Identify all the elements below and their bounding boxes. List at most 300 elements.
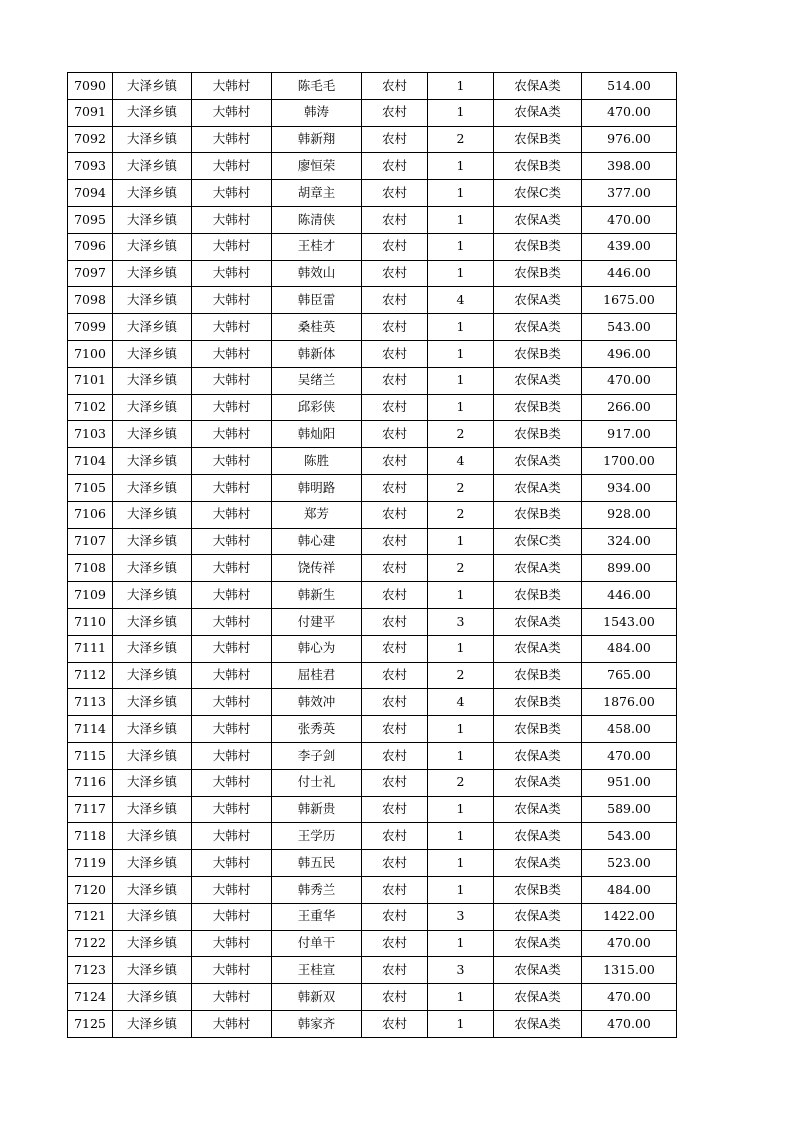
cell-household-type: 农村 bbox=[362, 260, 428, 287]
table-row bbox=[68, 742, 677, 769]
cell-record-id: 7120 bbox=[68, 876, 113, 903]
cell-amount: 458.00 bbox=[582, 716, 677, 743]
cell-household-count: 2 bbox=[428, 474, 494, 501]
cell-household-type: 农村 bbox=[362, 1010, 428, 1037]
cell-amount: 523.00 bbox=[582, 850, 677, 877]
cell-household-count: 1 bbox=[428, 206, 494, 233]
cell-name: 陈胜 bbox=[272, 448, 362, 475]
cell-name: 付单干 bbox=[272, 930, 362, 957]
cell-insurance-category: 农保B类 bbox=[494, 340, 582, 367]
cell-insurance-category: 农保B类 bbox=[494, 689, 582, 716]
cell-town: 大泽乡镇 bbox=[113, 957, 192, 984]
cell-village: 大韩村 bbox=[192, 421, 272, 448]
cell-name: 韩臣雷 bbox=[272, 287, 362, 314]
cell-household-count: 1 bbox=[428, 930, 494, 957]
cell-amount: 446.00 bbox=[582, 582, 677, 609]
cell-household-count: 3 bbox=[428, 903, 494, 930]
cell-amount: 1422.00 bbox=[582, 903, 677, 930]
cell-town: 大泽乡镇 bbox=[113, 850, 192, 877]
cell-record-id: 7106 bbox=[68, 501, 113, 528]
cell-amount: 470.00 bbox=[582, 984, 677, 1011]
cell-household-count: 1 bbox=[428, 73, 494, 100]
cell-record-id: 7103 bbox=[68, 421, 113, 448]
cell-household-type: 农村 bbox=[362, 314, 428, 341]
cell-village: 大韩村 bbox=[192, 367, 272, 394]
cell-village: 大韩村 bbox=[192, 850, 272, 877]
cell-town: 大泽乡镇 bbox=[113, 206, 192, 233]
table-row bbox=[68, 769, 677, 796]
cell-household-type: 农村 bbox=[362, 153, 428, 180]
cell-name: 王重华 bbox=[272, 903, 362, 930]
cell-household-count: 1 bbox=[428, 1010, 494, 1037]
table-row bbox=[68, 984, 677, 1011]
cell-household-type: 农村 bbox=[362, 635, 428, 662]
cell-village: 大韩村 bbox=[192, 823, 272, 850]
cell-household-count: 1 bbox=[428, 823, 494, 850]
cell-town: 大泽乡镇 bbox=[113, 448, 192, 475]
cell-household-type: 农村 bbox=[362, 73, 428, 100]
cell-amount: 1543.00 bbox=[582, 608, 677, 635]
cell-name: 郑芳 bbox=[272, 501, 362, 528]
cell-town: 大泽乡镇 bbox=[113, 474, 192, 501]
cell-household-type: 农村 bbox=[362, 903, 428, 930]
cell-town: 大泽乡镇 bbox=[113, 260, 192, 287]
table-row bbox=[68, 501, 677, 528]
cell-village: 大韩村 bbox=[192, 662, 272, 689]
cell-village: 大韩村 bbox=[192, 957, 272, 984]
cell-insurance-category: 农保A类 bbox=[494, 903, 582, 930]
cell-name: 韩新贵 bbox=[272, 796, 362, 823]
cell-village: 大韩村 bbox=[192, 153, 272, 180]
cell-village: 大韩村 bbox=[192, 903, 272, 930]
cell-town: 大泽乡镇 bbox=[113, 796, 192, 823]
cell-town: 大泽乡镇 bbox=[113, 73, 192, 100]
cell-household-type: 农村 bbox=[362, 796, 428, 823]
cell-town: 大泽乡镇 bbox=[113, 823, 192, 850]
cell-household-count: 2 bbox=[428, 662, 494, 689]
cell-insurance-category: 农保B类 bbox=[494, 662, 582, 689]
cell-record-id: 7097 bbox=[68, 260, 113, 287]
cell-insurance-category: 农保A类 bbox=[494, 796, 582, 823]
cell-town: 大泽乡镇 bbox=[113, 421, 192, 448]
cell-town: 大泽乡镇 bbox=[113, 742, 192, 769]
cell-amount: 1700.00 bbox=[582, 448, 677, 475]
cell-name: 韩新体 bbox=[272, 340, 362, 367]
cell-name: 韩明路 bbox=[272, 474, 362, 501]
cell-household-type: 农村 bbox=[362, 474, 428, 501]
cell-household-count: 1 bbox=[428, 742, 494, 769]
cell-name: 韩家齐 bbox=[272, 1010, 362, 1037]
cell-amount: 496.00 bbox=[582, 340, 677, 367]
cell-amount: 917.00 bbox=[582, 421, 677, 448]
table-row bbox=[68, 876, 677, 903]
cell-village: 大韩村 bbox=[192, 206, 272, 233]
table-row bbox=[68, 99, 677, 126]
cell-amount: 1876.00 bbox=[582, 689, 677, 716]
cell-household-type: 农村 bbox=[362, 984, 428, 1011]
cell-insurance-category: 农保A类 bbox=[494, 1010, 582, 1037]
cell-record-id: 7110 bbox=[68, 608, 113, 635]
cell-household-type: 农村 bbox=[362, 769, 428, 796]
cell-town: 大泽乡镇 bbox=[113, 984, 192, 1011]
cell-household-type: 农村 bbox=[362, 528, 428, 555]
cell-name: 胡章主 bbox=[272, 180, 362, 207]
cell-town: 大泽乡镇 bbox=[113, 233, 192, 260]
cell-household-type: 农村 bbox=[362, 448, 428, 475]
cell-insurance-category: 农保B类 bbox=[494, 260, 582, 287]
cell-insurance-category: 农保A类 bbox=[494, 448, 582, 475]
cell-name: 邱彩侠 bbox=[272, 394, 362, 421]
cell-record-id: 7101 bbox=[68, 367, 113, 394]
cell-town: 大泽乡镇 bbox=[113, 876, 192, 903]
cell-amount: 934.00 bbox=[582, 474, 677, 501]
cell-insurance-category: 农保B类 bbox=[494, 716, 582, 743]
table-row bbox=[68, 662, 677, 689]
cell-household-type: 农村 bbox=[362, 126, 428, 153]
cell-household-type: 农村 bbox=[362, 582, 428, 609]
cell-town: 大泽乡镇 bbox=[113, 635, 192, 662]
cell-town: 大泽乡镇 bbox=[113, 582, 192, 609]
cell-name: 韩新双 bbox=[272, 984, 362, 1011]
cell-record-id: 7094 bbox=[68, 180, 113, 207]
cell-village: 大韩村 bbox=[192, 73, 272, 100]
cell-name: 付士礼 bbox=[272, 769, 362, 796]
table-row bbox=[68, 448, 677, 475]
cell-village: 大韩村 bbox=[192, 180, 272, 207]
cell-village: 大韩村 bbox=[192, 930, 272, 957]
table-row bbox=[68, 1010, 677, 1037]
cell-household-count: 1 bbox=[428, 528, 494, 555]
cell-insurance-category: 农保A类 bbox=[494, 769, 582, 796]
cell-village: 大韩村 bbox=[192, 796, 272, 823]
cell-village: 大韩村 bbox=[192, 769, 272, 796]
cell-town: 大泽乡镇 bbox=[113, 608, 192, 635]
cell-village: 大韩村 bbox=[192, 984, 272, 1011]
cell-town: 大泽乡镇 bbox=[113, 340, 192, 367]
cell-name: 陈清侠 bbox=[272, 206, 362, 233]
cell-household-count: 2 bbox=[428, 555, 494, 582]
cell-record-id: 7091 bbox=[68, 99, 113, 126]
cell-amount: 470.00 bbox=[582, 99, 677, 126]
cell-amount: 324.00 bbox=[582, 528, 677, 555]
cell-household-type: 农村 bbox=[362, 850, 428, 877]
cell-amount: 514.00 bbox=[582, 73, 677, 100]
cell-record-id: 7098 bbox=[68, 287, 113, 314]
cell-record-id: 7090 bbox=[68, 73, 113, 100]
cell-household-count: 1 bbox=[428, 233, 494, 260]
table-row bbox=[68, 287, 677, 314]
table-row bbox=[68, 340, 677, 367]
cell-insurance-category: 农保B类 bbox=[494, 582, 582, 609]
cell-household-type: 农村 bbox=[362, 233, 428, 260]
cell-village: 大韩村 bbox=[192, 555, 272, 582]
cell-insurance-category: 农保A类 bbox=[494, 930, 582, 957]
cell-insurance-category: 农保C类 bbox=[494, 528, 582, 555]
cell-insurance-category: 农保B类 bbox=[494, 421, 582, 448]
cell-household-count: 1 bbox=[428, 180, 494, 207]
cell-village: 大韩村 bbox=[192, 1010, 272, 1037]
cell-household-type: 农村 bbox=[362, 742, 428, 769]
table-row bbox=[68, 716, 677, 743]
table-row bbox=[68, 796, 677, 823]
cell-household-count: 1 bbox=[428, 153, 494, 180]
table-row bbox=[68, 555, 677, 582]
cell-name: 韩新生 bbox=[272, 582, 362, 609]
cell-household-count: 2 bbox=[428, 501, 494, 528]
cell-amount: 398.00 bbox=[582, 153, 677, 180]
cell-household-type: 农村 bbox=[362, 608, 428, 635]
table-row bbox=[68, 823, 677, 850]
cell-town: 大泽乡镇 bbox=[113, 180, 192, 207]
cell-name: 屈桂君 bbox=[272, 662, 362, 689]
cell-household-count: 1 bbox=[428, 635, 494, 662]
cell-record-id: 7112 bbox=[68, 662, 113, 689]
cell-name: 韩五民 bbox=[272, 850, 362, 877]
cell-amount: 470.00 bbox=[582, 367, 677, 394]
cell-amount: 484.00 bbox=[582, 635, 677, 662]
cell-name: 吴绪兰 bbox=[272, 367, 362, 394]
cell-record-id: 7100 bbox=[68, 340, 113, 367]
cell-household-type: 农村 bbox=[362, 206, 428, 233]
cell-amount: 377.00 bbox=[582, 180, 677, 207]
cell-name: 付建平 bbox=[272, 608, 362, 635]
table-row bbox=[68, 474, 677, 501]
cell-household-count: 2 bbox=[428, 421, 494, 448]
cell-insurance-category: 农保B类 bbox=[494, 876, 582, 903]
cell-amount: 439.00 bbox=[582, 233, 677, 260]
cell-record-id: 7111 bbox=[68, 635, 113, 662]
cell-village: 大韩村 bbox=[192, 126, 272, 153]
cell-name: 陈毛毛 bbox=[272, 73, 362, 100]
cell-household-count: 4 bbox=[428, 448, 494, 475]
cell-name: 韩效山 bbox=[272, 260, 362, 287]
cell-household-count: 2 bbox=[428, 769, 494, 796]
cell-amount: 765.00 bbox=[582, 662, 677, 689]
cell-insurance-category: 农保A类 bbox=[494, 367, 582, 394]
table-row bbox=[68, 608, 677, 635]
cell-household-count: 3 bbox=[428, 957, 494, 984]
cell-household-count: 1 bbox=[428, 796, 494, 823]
cell-amount: 266.00 bbox=[582, 394, 677, 421]
cell-town: 大泽乡镇 bbox=[113, 394, 192, 421]
cell-insurance-category: 农保C类 bbox=[494, 180, 582, 207]
cell-name: 廖恒荣 bbox=[272, 153, 362, 180]
cell-record-id: 7102 bbox=[68, 394, 113, 421]
cell-town: 大泽乡镇 bbox=[113, 99, 192, 126]
cell-town: 大泽乡镇 bbox=[113, 501, 192, 528]
table-row bbox=[68, 206, 677, 233]
cell-household-count: 1 bbox=[428, 99, 494, 126]
cell-town: 大泽乡镇 bbox=[113, 287, 192, 314]
cell-town: 大泽乡镇 bbox=[113, 903, 192, 930]
table-row bbox=[68, 394, 677, 421]
cell-household-type: 农村 bbox=[362, 287, 428, 314]
cell-village: 大韩村 bbox=[192, 474, 272, 501]
cell-insurance-category: 农保A类 bbox=[494, 287, 582, 314]
cell-household-count: 2 bbox=[428, 126, 494, 153]
cell-insurance-category: 农保B类 bbox=[494, 394, 582, 421]
cell-record-id: 7099 bbox=[68, 314, 113, 341]
cell-record-id: 7117 bbox=[68, 796, 113, 823]
cell-village: 大韩村 bbox=[192, 528, 272, 555]
cell-amount: 470.00 bbox=[582, 742, 677, 769]
cell-village: 大韩村 bbox=[192, 287, 272, 314]
cell-village: 大韩村 bbox=[192, 742, 272, 769]
cell-town: 大泽乡镇 bbox=[113, 153, 192, 180]
cell-amount: 470.00 bbox=[582, 206, 677, 233]
cell-household-type: 农村 bbox=[362, 662, 428, 689]
cell-record-id: 7119 bbox=[68, 850, 113, 877]
cell-household-count: 4 bbox=[428, 689, 494, 716]
cell-household-type: 农村 bbox=[362, 340, 428, 367]
cell-household-type: 农村 bbox=[362, 876, 428, 903]
cell-household-count: 1 bbox=[428, 582, 494, 609]
cell-insurance-category: 农保A类 bbox=[494, 73, 582, 100]
cell-name: 韩效冲 bbox=[272, 689, 362, 716]
cell-village: 大韩村 bbox=[192, 501, 272, 528]
cell-record-id: 7115 bbox=[68, 742, 113, 769]
cell-name: 韩心为 bbox=[272, 635, 362, 662]
cell-insurance-category: 农保A类 bbox=[494, 850, 582, 877]
cell-amount: 589.00 bbox=[582, 796, 677, 823]
cell-village: 大韩村 bbox=[192, 608, 272, 635]
table-row bbox=[68, 260, 677, 287]
cell-village: 大韩村 bbox=[192, 394, 272, 421]
cell-amount: 1675.00 bbox=[582, 287, 677, 314]
cell-household-count: 3 bbox=[428, 608, 494, 635]
cell-record-id: 7121 bbox=[68, 903, 113, 930]
cell-household-type: 农村 bbox=[362, 957, 428, 984]
cell-village: 大韩村 bbox=[192, 99, 272, 126]
cell-insurance-category: 农保A类 bbox=[494, 555, 582, 582]
cell-household-type: 农村 bbox=[362, 823, 428, 850]
cell-amount: 976.00 bbox=[582, 126, 677, 153]
cell-amount: 470.00 bbox=[582, 930, 677, 957]
cell-amount: 543.00 bbox=[582, 314, 677, 341]
cell-town: 大泽乡镇 bbox=[113, 1010, 192, 1037]
cell-town: 大泽乡镇 bbox=[113, 126, 192, 153]
cell-amount: 446.00 bbox=[582, 260, 677, 287]
cell-town: 大泽乡镇 bbox=[113, 367, 192, 394]
cell-insurance-category: 农保B类 bbox=[494, 233, 582, 260]
table-row bbox=[68, 421, 677, 448]
cell-village: 大韩村 bbox=[192, 876, 272, 903]
cell-insurance-category: 农保A类 bbox=[494, 823, 582, 850]
cell-record-id: 7104 bbox=[68, 448, 113, 475]
cell-town: 大泽乡镇 bbox=[113, 314, 192, 341]
cell-name: 王桂宣 bbox=[272, 957, 362, 984]
cell-record-id: 7096 bbox=[68, 233, 113, 260]
table-row bbox=[68, 689, 677, 716]
cell-insurance-category: 农保A类 bbox=[494, 314, 582, 341]
cell-insurance-category: 农保B类 bbox=[494, 153, 582, 180]
cell-amount: 951.00 bbox=[582, 769, 677, 796]
cell-name: 韩涛 bbox=[272, 99, 362, 126]
cell-town: 大泽乡镇 bbox=[113, 528, 192, 555]
cell-name: 韩心建 bbox=[272, 528, 362, 555]
cell-household-type: 农村 bbox=[362, 501, 428, 528]
cell-town: 大泽乡镇 bbox=[113, 930, 192, 957]
cell-record-id: 7107 bbox=[68, 528, 113, 555]
cell-village: 大韩村 bbox=[192, 314, 272, 341]
cell-household-count: 4 bbox=[428, 287, 494, 314]
cell-insurance-category: 农保A类 bbox=[494, 474, 582, 501]
cell-name: 张秀英 bbox=[272, 716, 362, 743]
cell-name: 李子剑 bbox=[272, 742, 362, 769]
cell-town: 大泽乡镇 bbox=[113, 769, 192, 796]
cell-record-id: 7113 bbox=[68, 689, 113, 716]
cell-town: 大泽乡镇 bbox=[113, 555, 192, 582]
cell-record-id: 7125 bbox=[68, 1010, 113, 1037]
table-row bbox=[68, 153, 677, 180]
cell-amount: 470.00 bbox=[582, 1010, 677, 1037]
table-row bbox=[68, 582, 677, 609]
cell-household-count: 1 bbox=[428, 260, 494, 287]
cell-town: 大泽乡镇 bbox=[113, 716, 192, 743]
cell-amount: 899.00 bbox=[582, 555, 677, 582]
cell-village: 大韩村 bbox=[192, 448, 272, 475]
cell-village: 大韩村 bbox=[192, 340, 272, 367]
cell-record-id: 7105 bbox=[68, 474, 113, 501]
table-row bbox=[68, 126, 677, 153]
cell-household-count: 1 bbox=[428, 876, 494, 903]
cell-household-type: 农村 bbox=[362, 930, 428, 957]
cell-insurance-category: 农保A类 bbox=[494, 99, 582, 126]
cell-insurance-category: 农保A类 bbox=[494, 635, 582, 662]
cell-village: 大韩村 bbox=[192, 233, 272, 260]
table-row bbox=[68, 73, 677, 100]
table-row bbox=[68, 367, 677, 394]
table-row bbox=[68, 930, 677, 957]
cell-amount: 484.00 bbox=[582, 876, 677, 903]
cell-amount: 1315.00 bbox=[582, 957, 677, 984]
cell-insurance-category: 农保A类 bbox=[494, 957, 582, 984]
cell-village: 大韩村 bbox=[192, 582, 272, 609]
records-table bbox=[67, 72, 677, 1038]
cell-record-id: 7122 bbox=[68, 930, 113, 957]
cell-village: 大韩村 bbox=[192, 716, 272, 743]
cell-record-id: 7109 bbox=[68, 582, 113, 609]
cell-household-count: 1 bbox=[428, 314, 494, 341]
cell-amount: 543.00 bbox=[582, 823, 677, 850]
table-row bbox=[68, 635, 677, 662]
cell-household-count: 1 bbox=[428, 340, 494, 367]
cell-insurance-category: 农保A类 bbox=[494, 608, 582, 635]
cell-record-id: 7108 bbox=[68, 555, 113, 582]
cell-household-count: 1 bbox=[428, 984, 494, 1011]
cell-insurance-category: 农保B类 bbox=[494, 501, 582, 528]
table-row bbox=[68, 233, 677, 260]
cell-household-type: 农村 bbox=[362, 99, 428, 126]
cell-record-id: 7095 bbox=[68, 206, 113, 233]
table-row bbox=[68, 903, 677, 930]
cell-town: 大泽乡镇 bbox=[113, 689, 192, 716]
cell-record-id: 7116 bbox=[68, 769, 113, 796]
cell-insurance-category: 农保A类 bbox=[494, 742, 582, 769]
table-body bbox=[68, 73, 677, 1038]
cell-village: 大韩村 bbox=[192, 260, 272, 287]
cell-household-type: 农村 bbox=[362, 689, 428, 716]
cell-household-count: 1 bbox=[428, 716, 494, 743]
cell-record-id: 7114 bbox=[68, 716, 113, 743]
cell-insurance-category: 农保A类 bbox=[494, 206, 582, 233]
cell-name: 王桂才 bbox=[272, 233, 362, 260]
cell-name: 韩灿阳 bbox=[272, 421, 362, 448]
cell-household-count: 1 bbox=[428, 394, 494, 421]
cell-household-count: 1 bbox=[428, 850, 494, 877]
cell-record-id: 7092 bbox=[68, 126, 113, 153]
cell-name: 饶传祥 bbox=[272, 555, 362, 582]
